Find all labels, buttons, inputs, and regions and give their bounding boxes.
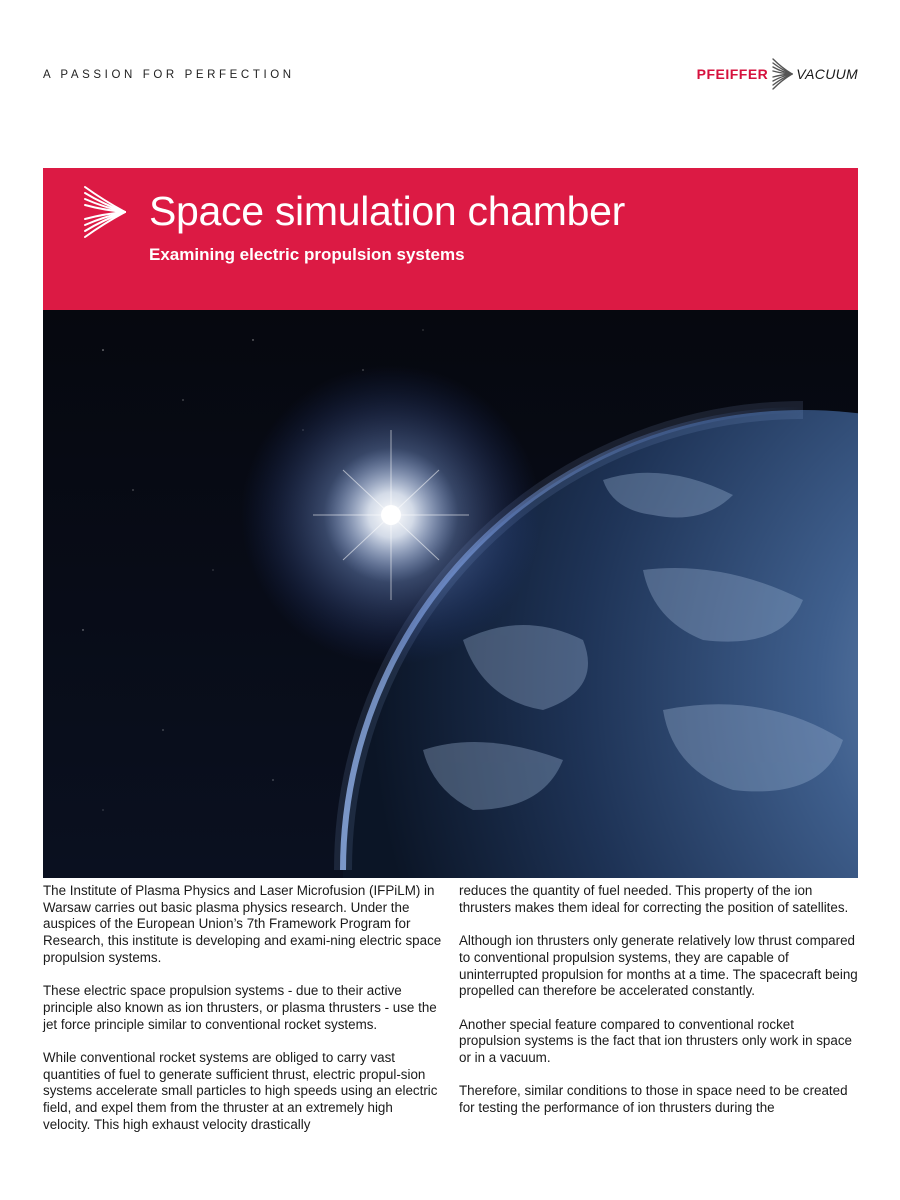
body-paragraph: reduces the quantity of fuel needed. This property of the ion thrusters makes them ideal for correcting the position of satellites.: [459, 883, 849, 915]
title-banner: [43, 168, 858, 310]
logo-word-pfeiffer: PFEIFFER: [696, 66, 769, 82]
body-paragraph: Although ion thrusters only generate relatively low thrust compared to conventional propulsion systems, they are capable of uninterrupted propulsion for months at a time. The spacecraft being propelled can therefore be accelerated constantly.: [459, 933, 858, 999]
body-column-left: [43, 883, 443, 1150]
pfeiffer-vacuum-logo: [697, 56, 858, 92]
body-paragraph: Another special feature compared to conventional rocket propulsion systems is the fact that ion thrusters only work in space or in a vacuum.: [459, 1016, 852, 1065]
page-title: Space simulation chamber: [149, 188, 625, 234]
page-subtitle: Examining electric propulsion systems: [149, 245, 465, 264]
body-paragraph: These electric space propulsion systems - due to their active principle also known as ion thrusters, or plasma thrusters - use the jet force principle similar to conventional rocket systems.: [43, 983, 437, 1032]
pfeiffer-swoosh-icon: [770, 56, 794, 92]
body-column-right: [459, 883, 859, 1133]
earth-from-space-image: [43, 310, 858, 878]
tagline: A PASSION FOR PERFECTION: [43, 69, 295, 81]
logo-word-vacuum: VACUUM: [796, 66, 858, 82]
pfeiffer-swoosh-icon: [81, 184, 129, 240]
body-paragraph: The Institute of Plasma Physics and Laser Microfusion (IFPiLM) in Warsaw carries out basic plasma physics research. Under the auspices of the European Union’s 7th Framework Program for Research, this institute is developing and exami-ning electric space propulsion systems.: [43, 883, 442, 965]
body-paragraph: While conventional rocket systems are obliged to carry vast quantities of fuel to generate sufficient thrust, electric propul-sion systems accelerate small particles to high speeds using an electric field, and expel them from the thruster at an extremely high velocity. This high exhaust velocity drastically: [43, 1050, 438, 1132]
body-paragraph: Therefore, similar conditions to those in space need to be created for testing the performance of ion thrusters during the: [459, 1083, 848, 1116]
